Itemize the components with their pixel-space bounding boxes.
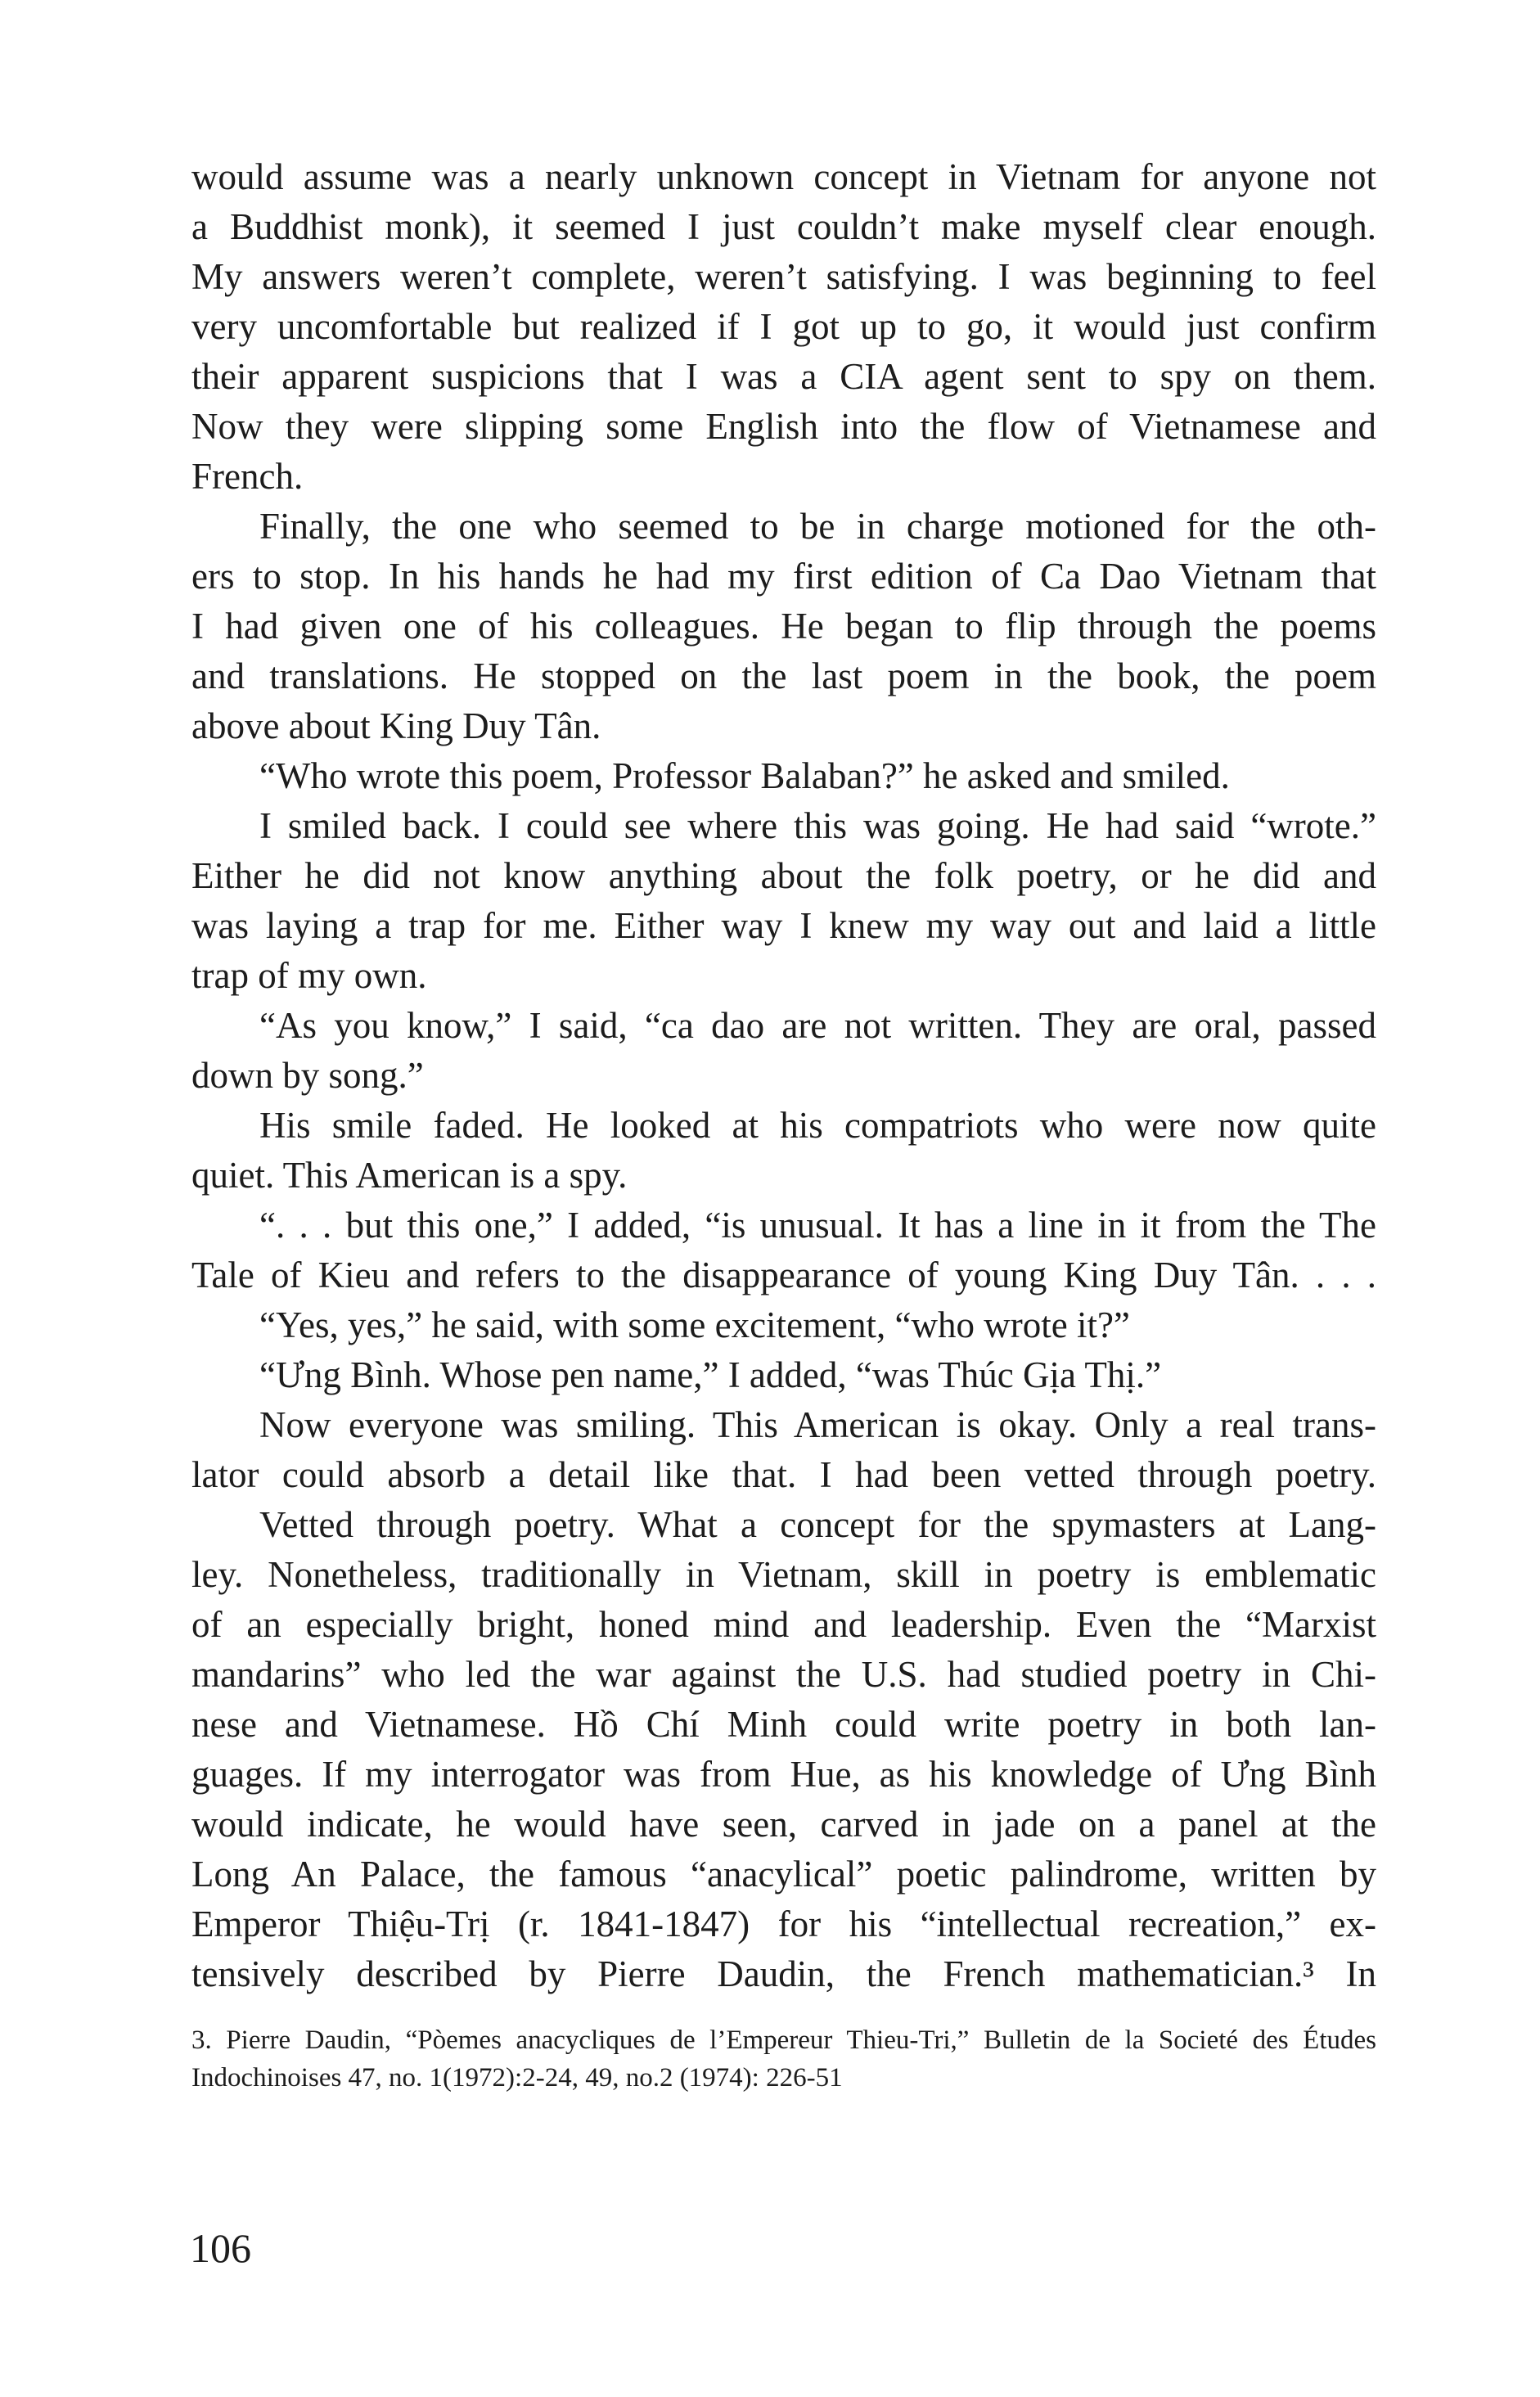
- text-line: Emperor Thiệu-Trị (r. 1841-1847) for his “intellectual recreation,” ex-: [191, 1904, 1376, 1944]
- footnote-line: Indochinoises 47, no. 1(1972):2-24, 49, no.2 (1974): 226-51: [191, 2063, 843, 2093]
- text-line: “Who wrote this poem, Professor Balaban?” he asked and smiled.: [259, 755, 1230, 796]
- page-number: 106: [190, 2225, 251, 2271]
- footnote: [191, 2021, 1376, 2097]
- text-line: tensively described by Pierre Daudin, the French mathematician.³ In: [191, 1953, 1376, 1994]
- text-line: ers to stop. In his hands he had my first edition of Ca Dao Vietnam that: [191, 556, 1376, 597]
- text-line: His smile faded. He looked at his compatriots who were now quite: [259, 1105, 1376, 1146]
- text-line: of an especially bright, honed mind and leadership. Even the “Marxist: [191, 1604, 1376, 1645]
- footnote-line: 3. Pierre Daudin, “Pòemes anacycliques de l’Empereur Thieu-Tri,” Bulletin de la Societé des Études: [191, 2025, 1376, 2055]
- text-line: Finally, the one who seemed to be in charge motioned for the oth-: [259, 506, 1376, 547]
- body-text: [191, 152, 1376, 1999]
- text-line: very uncomfortable but realized if I got up to go, it would just confirm: [191, 306, 1376, 347]
- text-line: mandarins” who led the war against the U.S. had studied poetry in Chi-: [191, 1654, 1376, 1695]
- text-line: Now they were slipping some English into the flow of Vietnamese and: [191, 406, 1376, 447]
- text-line: trap of my own.: [191, 955, 427, 996]
- text-line: Now everyone was smiling. This American is okay. Only a real trans-: [259, 1404, 1376, 1445]
- text-line: a Buddhist monk), it seemed I just couldn’t make myself clear enough.: [191, 206, 1376, 247]
- text-line: was laying a trap for me. Either way I knew my way out and laid a little: [191, 905, 1376, 946]
- text-line: Vetted through poetry. What a concept for the spymasters at Lang-: [259, 1504, 1376, 1545]
- text-line: Tale of Kieu and refers to the disappearance of young King Duy Tân. . . .: [191, 1255, 1376, 1295]
- text-line: their apparent suspicions that I was a CIA agent sent to spy on them.: [191, 356, 1376, 397]
- text-line: and translations. He stopped on the last poem in the book, the poem: [191, 656, 1376, 696]
- text-line: guages. If my interrogator was from Hue, as his knowledge of Ưng Bình: [191, 1754, 1376, 1795]
- text-line: down by song.”: [191, 1055, 424, 1096]
- text-line: lator could absorb a detail like that. I had been vetted through poetry.: [191, 1454, 1376, 1495]
- text-line: would assume was a nearly unknown concept in Vietnam for anyone not: [191, 156, 1376, 197]
- text-line: “Ưng Bình. Whose pen name,” I added, “was Thúc Gịa Thị.”: [259, 1354, 1162, 1395]
- text-line: Either he did not know anything about the folk poetry, or he did and: [191, 855, 1376, 896]
- text-line: quiet. This American is a spy.: [191, 1155, 628, 1196]
- text-line: ley. Nonetheless, traditionally in Vietnam, skill in poetry is emblematic: [191, 1554, 1376, 1595]
- text-line: “As you know,” I said, “ca dao are not written. They are oral, passed: [259, 1005, 1376, 1046]
- text-line: nese and Vietnamese. Hồ Chí Minh could write poetry in both lan-: [191, 1704, 1376, 1745]
- text-line: “. . . but this one,” I added, “is unusual. It has a line in it from the The: [259, 1205, 1376, 1246]
- text-line: above about King Duy Tân.: [191, 705, 601, 746]
- text-line: I had given one of his colleagues. He began to flip through the poems: [191, 606, 1376, 647]
- text-line: French.: [191, 456, 304, 497]
- text-line: would indicate, he would have seen, carved in jade on a panel at the: [191, 1804, 1376, 1845]
- text-line: “Yes, yes,” he said, with some excitement, “who wrote it?”: [259, 1304, 1130, 1345]
- text-line: Long An Palace, the famous “anacylical” poetic palindrome, written by: [191, 1854, 1376, 1895]
- text-line: My answers weren’t complete, weren’t satisfying. I was beginning to feel: [191, 256, 1376, 297]
- text-line: I smiled back. I could see where this was going. He had said “wrote.”: [259, 805, 1376, 846]
